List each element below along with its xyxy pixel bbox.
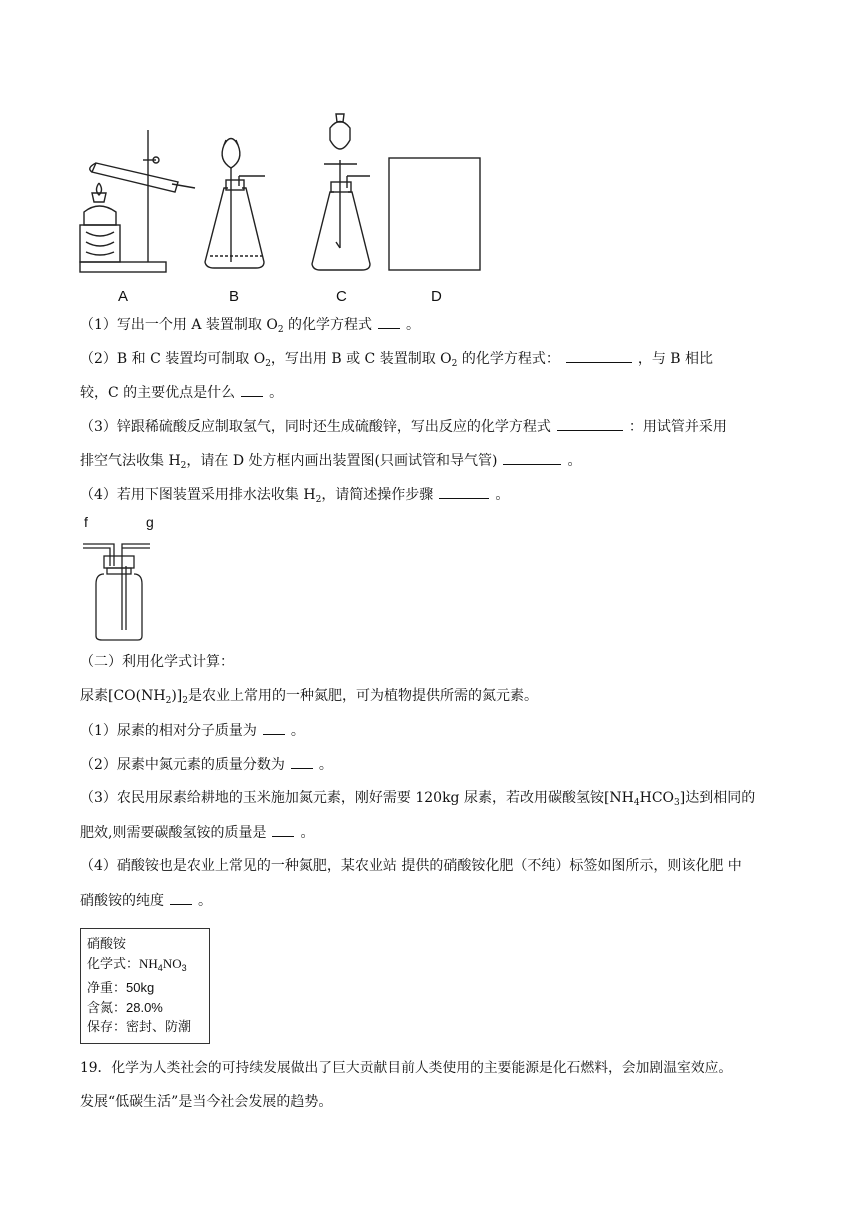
label-a: A — [118, 288, 129, 305]
answer-blank[interactable] — [263, 720, 285, 735]
tube-label-f: f — [84, 514, 88, 530]
label-c: C — [336, 288, 347, 305]
fertilizer-nitrogen: 含氮：28.0% — [87, 999, 163, 1015]
fertilizer-label — [80, 928, 210, 1044]
answer-blank[interactable] — [291, 754, 313, 769]
apparatus-b-drawing — [205, 139, 265, 269]
question-1-1: （1）写出一个用 A 装置制取 $O_2$ 的化学方程式 。 — [80, 314, 420, 340]
question-19-line2: 发展“低碳生活”是当今社会发展的趋势。 — [80, 1094, 333, 1110]
part2-question-4-line2: 硝酸铵的纯度 。 — [80, 890, 212, 911]
question-1-3: （3）锌跟稀硫酸反应制取氢气，同时还生成硫酸锌，写出反应的化学方程式 ：用试管并采用 — [80, 416, 727, 437]
fertilizer-formula: 化学式：$NH_4NO_3$ — [87, 955, 187, 973]
part2-intro: 尿素$[CO(NH_2)]_2$是农业上常用的一种氮肥，可为植物提供所需的氮元素。 — [80, 688, 538, 706]
part2-question-4: （4）硝酸铵也是农业上常见的一种氮肥，某农业站 提供的硝酸铵化肥（不纯）标签如图所示，则该化肥 中 — [80, 858, 742, 874]
fertilizer-weight: 净重：50kg — [87, 980, 155, 995]
apparatus-figure — [0, 0, 860, 290]
part2-question-3: （3）农民用尿素给耕地的玉米施加氮元素，刚好需要 120kg 尿素，若改用碳酸氢铵$[NH_4HCO_3]$达到相同的 — [80, 790, 756, 808]
question-1-2-line2: 较，C 的主要优点是什么 。 — [80, 382, 283, 403]
answer-blank[interactable] — [566, 348, 632, 363]
label-d: D — [431, 288, 442, 305]
label-b: B — [229, 288, 240, 305]
question-1-3-line2: 排空气法收集 $H_2$，请在 D 处方框内画出装置图(只画试管和导气管) 。 — [80, 450, 581, 476]
apparatus-a-drawing — [80, 130, 195, 272]
part2-heading: （二）利用化学式计算： — [80, 654, 234, 670]
part2-question-2: （2）尿素中氮元素的质量分数为 。 — [80, 754, 333, 775]
answer-blank[interactable] — [503, 450, 561, 465]
apparatus-c-drawing — [312, 114, 370, 270]
part2-question-3-line2: 肥效,则需要碳酸氢铵的质量是 。 — [80, 822, 314, 843]
answer-blank[interactable] — [557, 416, 623, 431]
answer-blank[interactable] — [272, 822, 294, 837]
question-19-line1: 19．化学为人类社会的可持续发展做出了巨大贡献目前人类使用的主要能源是化石燃料，会加剧温室效应。 — [80, 1060, 733, 1076]
answer-blank[interactable] — [241, 382, 263, 397]
tube-label-g: g — [146, 514, 154, 530]
answer-blank[interactable] — [439, 484, 489, 499]
answer-blank[interactable] — [378, 314, 400, 329]
question-1-4: （4）若用下图装置采用排水法收集 $H_2$，请简述操作步骤 。 — [80, 484, 509, 510]
fertilizer-storage: 保存：密封、防潮 — [87, 1019, 192, 1034]
gas-bottle-drawing — [80, 534, 170, 644]
part2-question-1: （1）尿素的相对分子质量为 。 — [80, 720, 305, 741]
apparatus-d-box — [389, 158, 480, 270]
question-1-2: （2）B 和 C 装置均可制取 $O_2$，写出用 B 或 C 装置制取 $O_2$ 的化学方程式： ，与 B 相比 — [80, 348, 713, 374]
fertilizer-name: 硝酸铵 — [87, 936, 127, 951]
answer-blank[interactable] — [170, 890, 192, 905]
